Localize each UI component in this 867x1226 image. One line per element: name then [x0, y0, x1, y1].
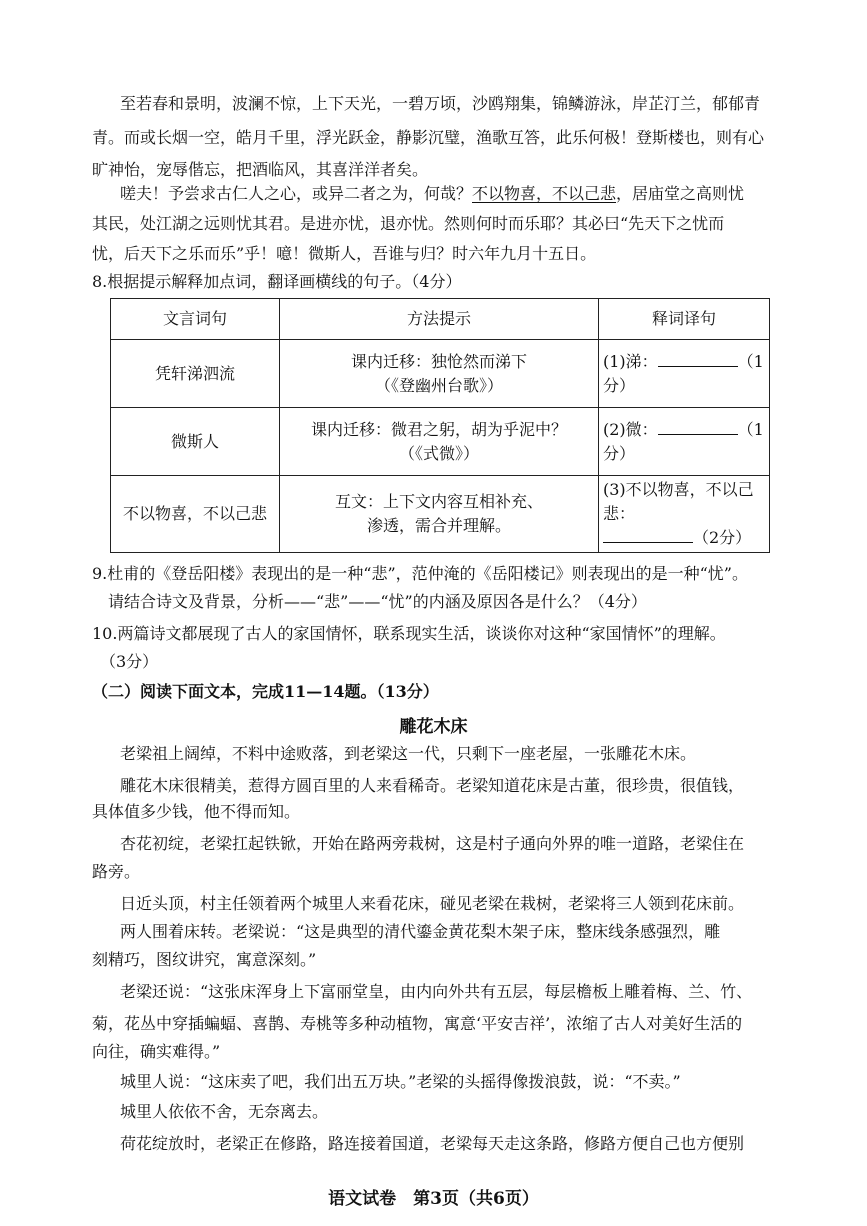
hint-line: 课内迁移：独怆然而涕下 — [350, 351, 527, 371]
story-paragraph-cont: 路旁。 — [92, 862, 141, 881]
table-cell-word: 不以物喜，不以己悲 — [111, 476, 280, 553]
page-footer: 语文试卷 第3页（共6页） — [328, 1189, 539, 1209]
question-10-line-2: （3分） — [100, 652, 159, 671]
passage-line-2: 青。而或长烟一空，皓月千里，浮光跃金，静影沉璧，渔歌互答，此乐何极！登斯楼也，则有心 — [92, 128, 765, 147]
question-9-line-2: 请结合诗文及背景，分析——“悲”——“忧”的内涵及原因各是什么？（4分） — [108, 592, 647, 611]
passage-line-4-start: 嗟夫！予尝求古仁人之心，或异二者之为，何哉？ — [120, 184, 473, 203]
hint-line-2: 渗透，需合并理解。 — [366, 516, 511, 535]
answer-blank[interactable] — [658, 418, 738, 435]
story-paragraph: 城里人依依不舍，无奈离去。 — [120, 1102, 329, 1121]
passage-line-3: 旷神怡，宠辱偕忘，把酒临风，其喜洋洋者矣。 — [92, 160, 429, 179]
answer-score: （1分） — [603, 419, 764, 463]
story-paragraph-cont: 菊，花丛中穿插蝙蝠、喜鹊、寿桃等多种动植物，寓意‘平安吉祥’，浓缩了古人对美好生活的 — [92, 1014, 743, 1033]
story-paragraph: 两人围着床转。老梁说：“这是典型的清代鎏金黄花梨木架子床，整床线条感强烈，雕 — [120, 922, 721, 941]
answer-label: (2)微： — [603, 419, 658, 439]
table-cell-answer — [599, 340, 770, 408]
table-cell-answer — [599, 408, 770, 476]
question-8-table — [110, 298, 770, 553]
table-cell-word: 微斯人 — [111, 408, 280, 476]
hint-source: （《式微》） — [398, 443, 479, 463]
story-paragraph: 老梁祖上阔绰，不料中途败落，到老梁这一代，只剩下一座老屋，一张雕花木床。 — [120, 744, 697, 763]
hint-source: （《登幽州台歌》） — [374, 375, 503, 395]
question-9-line-1: 9.杜甫的《登岳阳楼》表现出的是一种“悲”，范仲淹的《岳阳楼记》则表现出的是一种“忧”。 — [92, 564, 748, 583]
underlined-sentence: 不以物喜，不以己悲 — [472, 184, 617, 203]
table-row — [111, 476, 770, 553]
answer-score: （2分） — [693, 528, 752, 547]
story-paragraph: 老梁还说：“这张床浑身上下富丽堂皇，由内向外共有五层，每层檐板上雕着梅、兰、竹、 — [120, 982, 753, 1001]
story-paragraph: 杏花初绽，老梁扛起铁锨，开始在路两旁栽树，这是村子通向外界的唯一道路，老梁住在 — [120, 834, 745, 853]
story-paragraph-cont: 向往，确实难得。” — [92, 1042, 221, 1061]
table-cell-hint — [280, 408, 599, 476]
passage-line-4-end: ，居庙堂之高则忧 — [616, 184, 745, 203]
table-cell-hint — [280, 476, 599, 553]
table-cell-answer — [599, 476, 770, 553]
answer-blank[interactable] — [603, 526, 693, 543]
story-paragraph: 荷花绽放时，老梁正在修路，路连接着国道，老梁每天走这条路，修路方便自己也方便别 — [120, 1134, 745, 1153]
hint-line: 互文：上下文内容互相补充、 — [334, 492, 543, 511]
table-header-words: 文言词句 — [111, 299, 280, 340]
table-header-hints: 方法提示 — [280, 299, 599, 340]
section-2-heading: （二）阅读下面文本，完成11—14题。（13分） — [92, 682, 439, 701]
hint-line: 课内迁移：微君之躬，胡为乎泥中？ — [310, 419, 567, 439]
table-cell-hint — [280, 340, 599, 408]
table-row — [111, 340, 770, 408]
story-paragraph: 雕花木床很精美，惹得方圆百里的人来看稀奇。老梁知道花床是古董，很珍贵，很值钱， — [120, 776, 745, 795]
table-header-answers: 释词译句 — [599, 299, 770, 340]
answer-blank[interactable] — [658, 350, 738, 367]
passage-line-1: 至若春和景明，波澜不惊，上下天光，一碧万顷，沙鸥翔集，锦鳞游泳，岸芷汀兰，郁郁青 — [120, 94, 761, 113]
story-paragraph-cont: 刻精巧，图纹讲究，寓意深刻。” — [92, 950, 317, 969]
table-cell-word: 凭轩涕泗流 — [111, 340, 280, 408]
answer-score: （1分） — [603, 351, 764, 395]
passage-line-5: 其民，处江湖之远则忧其君。是进亦忧，退亦忧。然则何时而乐耶？其必曰“先天下之忧而 — [92, 214, 725, 233]
story-paragraph: 城里人说：“这床卖了吧，我们出五万块。”老梁的头摇得像拨浪鼓，说：“不卖。” — [120, 1072, 681, 1091]
story-paragraph-cont: 具体值多少钱，他不得而知。 — [92, 802, 301, 821]
story-paragraph: 日近头顶，村主任领着两个城里人来看花床，碰见老梁在栽树，老梁将三人领到花床前。 — [120, 894, 745, 913]
question-10-line-1: 10.两篇诗文都展现了古人的家国情怀，联系现实生活，谈谈你对这种“家国情怀”的理解。 — [92, 624, 726, 643]
passage-line-6: 忧，后天下之乐而乐”乎！噫！微斯人，吾谁与归？时六年九月十五日。 — [92, 244, 597, 263]
answer-label: (1)涕： — [603, 351, 658, 371]
question-8-stem: 8.根据提示解释加点词，翻译画横线的句子。（4分） — [92, 272, 462, 291]
table-row — [111, 408, 770, 476]
passage-line-4 — [120, 184, 744, 204]
story-title: 雕花木床 — [399, 717, 468, 737]
answer-label: (3)不以物喜，不以己悲： — [603, 480, 754, 523]
